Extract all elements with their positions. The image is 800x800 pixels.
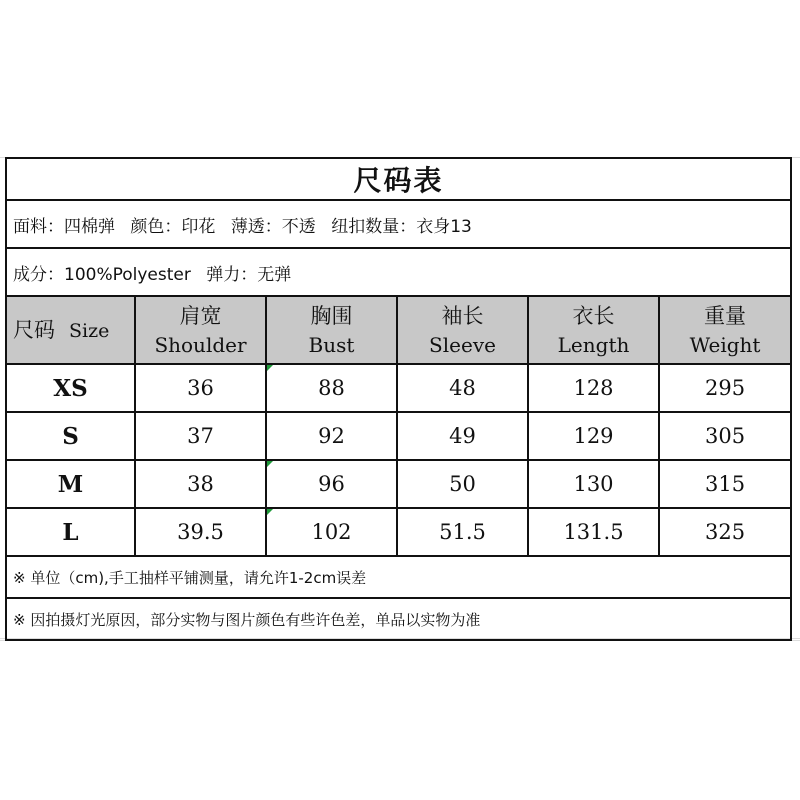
- header-en: Shoulder: [154, 333, 247, 357]
- table-cell: 38: [135, 460, 266, 508]
- table-cell: 50: [397, 460, 528, 508]
- table-cell: [266, 460, 397, 508]
- table-row: [6, 508, 791, 556]
- table-cell: [266, 508, 397, 556]
- table-cell: 315: [659, 460, 791, 508]
- header-sleeve: [397, 296, 528, 364]
- cell-value: 96: [318, 472, 345, 496]
- header-size: [6, 296, 135, 364]
- header-cn: 肩宽: [179, 304, 222, 328]
- sheer-label: 薄透：不透: [230, 216, 316, 237]
- table-cell: 48: [397, 364, 528, 412]
- header-shoulder: [135, 296, 266, 364]
- header-en: Sleeve: [429, 333, 496, 357]
- table-cell: 51.5: [397, 508, 528, 556]
- header-bust: [266, 296, 397, 364]
- table-cell: 92: [266, 412, 397, 460]
- color-label: 颜色：印花: [130, 216, 216, 237]
- table-cell: 37: [135, 412, 266, 460]
- header-cn: 衣长: [572, 304, 615, 328]
- size-chart-sheet: [5, 157, 790, 638]
- size-chart-table: [5, 157, 792, 641]
- composition-label: 成分：100%Polyester: [13, 264, 191, 285]
- table-cell: [266, 364, 397, 412]
- table-cell: 36: [135, 364, 266, 412]
- table-cell: 39.5: [135, 508, 266, 556]
- button-count-label: 纽扣数量：衣身13: [331, 216, 472, 237]
- table-cell: 130: [528, 460, 659, 508]
- cell-comment-marker: [267, 509, 273, 515]
- cell-comment-marker: [267, 461, 273, 467]
- header-en: Bust: [308, 333, 355, 357]
- header-en: Weight: [689, 333, 761, 357]
- table-cell: 305: [659, 412, 791, 460]
- chart-title: 尺码表: [6, 158, 791, 200]
- header-weight: [659, 296, 791, 364]
- header-cn: 胸围: [310, 304, 353, 328]
- table-row: [6, 460, 791, 508]
- elasticity-label: 弹力：无弹: [206, 264, 292, 285]
- measurement-note: ※ 单位（cm),手工抽样平铺测量，请允许1-2cm误差: [6, 556, 791, 598]
- table-cell: 295: [659, 364, 791, 412]
- header-size-cn: 尺码: [13, 318, 55, 342]
- cell-comment-marker: [267, 365, 273, 371]
- size-cell: S: [6, 412, 135, 460]
- cell-value: 88: [318, 376, 345, 400]
- color-disclaimer-note: ※ 因拍摄灯光原因，部分实物与图片颜色有些许色差，单品以实物为准: [6, 598, 791, 640]
- cell-value: 102: [311, 520, 352, 544]
- size-cell: L: [6, 508, 135, 556]
- table-cell: 131.5: [528, 508, 659, 556]
- table-cell: 129: [528, 412, 659, 460]
- table-cell: 128: [528, 364, 659, 412]
- table-cell: 325: [659, 508, 791, 556]
- table-cell: 49: [397, 412, 528, 460]
- header-row: [6, 296, 791, 364]
- header-en: Length: [557, 333, 630, 357]
- table-row: [6, 412, 791, 460]
- fabric-label: 面料：四棉弹: [13, 216, 115, 237]
- header-length: [528, 296, 659, 364]
- header-cn: 重量: [704, 304, 747, 328]
- header-size-en: Size: [69, 320, 110, 342]
- size-cell: M: [6, 460, 135, 508]
- composition-info-row: [6, 248, 791, 296]
- fabric-info-row: [6, 200, 791, 248]
- table-row: [6, 364, 791, 412]
- header-cn: 袖长: [441, 304, 484, 328]
- size-cell: XS: [6, 364, 135, 412]
